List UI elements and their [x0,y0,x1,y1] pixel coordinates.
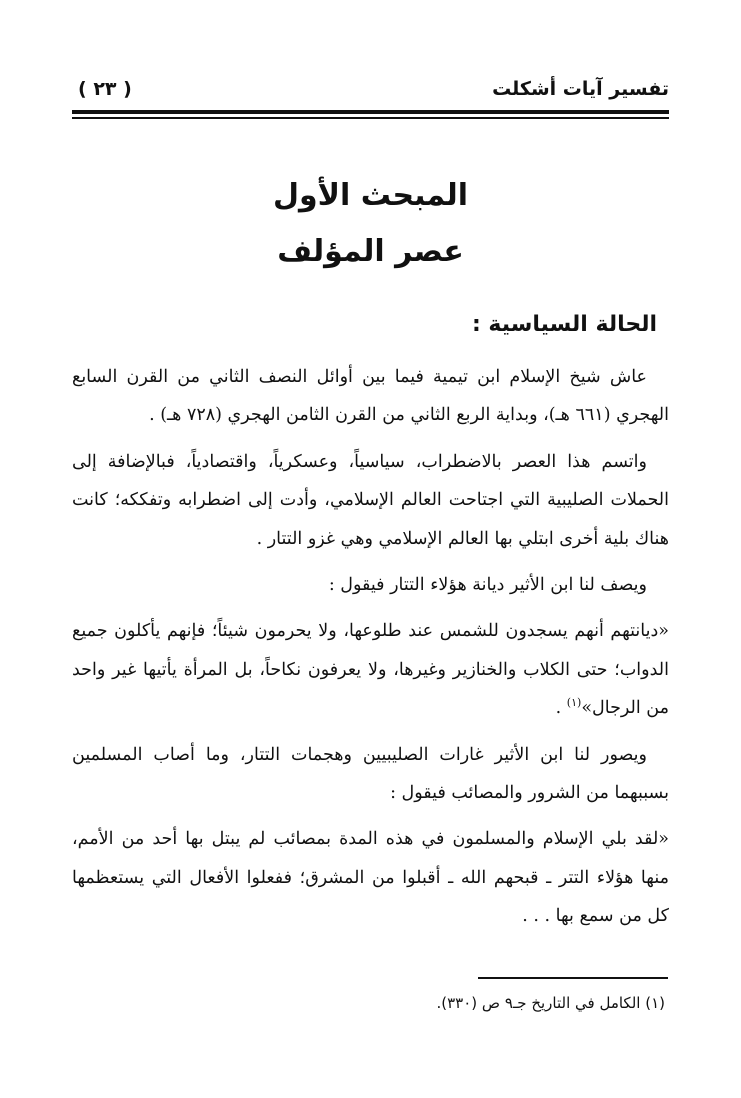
chapter-title-line1: المبحث الأول [272,178,469,213]
header-rule-thin [72,117,669,119]
footnote: (١) الكامل في التاريخ جـ٩ ص (٣٣٠). [436,994,665,1012]
running-header [78,74,669,108]
quote-text: «ديانتهم أنهم يسجدون للشمس عند طلوعها، ولا يحرمون شيئاً؛ فإنهم يأكلون جميع الدواب؛ حتى الكلاب والخنازير وغيرها، ولا يعرفون نكاحاً، بل المرأة يأتيها غير واحد من الرجال» [72,621,669,719]
footnote-rule [478,977,668,979]
quote-paragraph: «لقد بلي الإسلام والمسلمون في هذه المدة بمصائب لم يبتل بها أحد من الأمم، منها هؤلاء التتر ـ قبحهم الله ـ أقبلوا من المشرق؛ ففعلوا الأفعال التي يستعظمها كل من سمع بها . . . [72,829,669,927]
book-title: تفسير آيات أشكلت [492,78,669,100]
chapter-title-line2: عصر المؤلف [277,234,464,269]
paragraph: عاش شيخ الإسلام ابن تيمية فيما بين أوائل النصف الثاني من القرن السابع الهجري (٦٦١ هـ)، وبداية الربع الثاني من القرن الثامن الهجري (٧٢٨ هـ) . [72,367,669,426]
quote-paragraph: «ديانتهم أنهم يسجدون للشمس عند طلوعها، ولا يحرمون شيئاً؛ فإنهم يأكلون جميع الدواب؛ حتى الكلاب والخنازير وغيرها، ولا يعرفون نكاحاً، بل المرأة يأتيها غير واحد من الرجال»$^{(١)}$ . [72,621,669,719]
paragraph: واتسم هذا العصر بالاضطراب، سياسياً، وعسكرياً، واقتصادياً، فبالإضافة إلى الحملات الصليبية التي اجتاحت العالم الإسلامي، وأدت إلى اضطرابه وتفككه؛ كانت هناك بلية أخرى ابتلي بها العالم الإسلامي وهي غزو التتار . [72,451,669,549]
chapter-title [72,168,669,280]
section-heading: الحالة السياسية : [471,312,657,337]
paragraph: ويصور لنا ابن الأثير غارات الصليبيين وهجمات التتار، وما أصاب المسلمين بسببهما من الشرور والمصائب فيقول : [72,744,669,804]
body-text [72,358,669,944]
footnote-reference: (١) [566,696,582,710]
page-number: ( ٢٣ ) [78,78,132,100]
paragraph: ويصف لنا ابن الأثير ديانة هؤلاء التتار فيقول : [328,575,647,596]
header-rule-thick [72,110,669,114]
